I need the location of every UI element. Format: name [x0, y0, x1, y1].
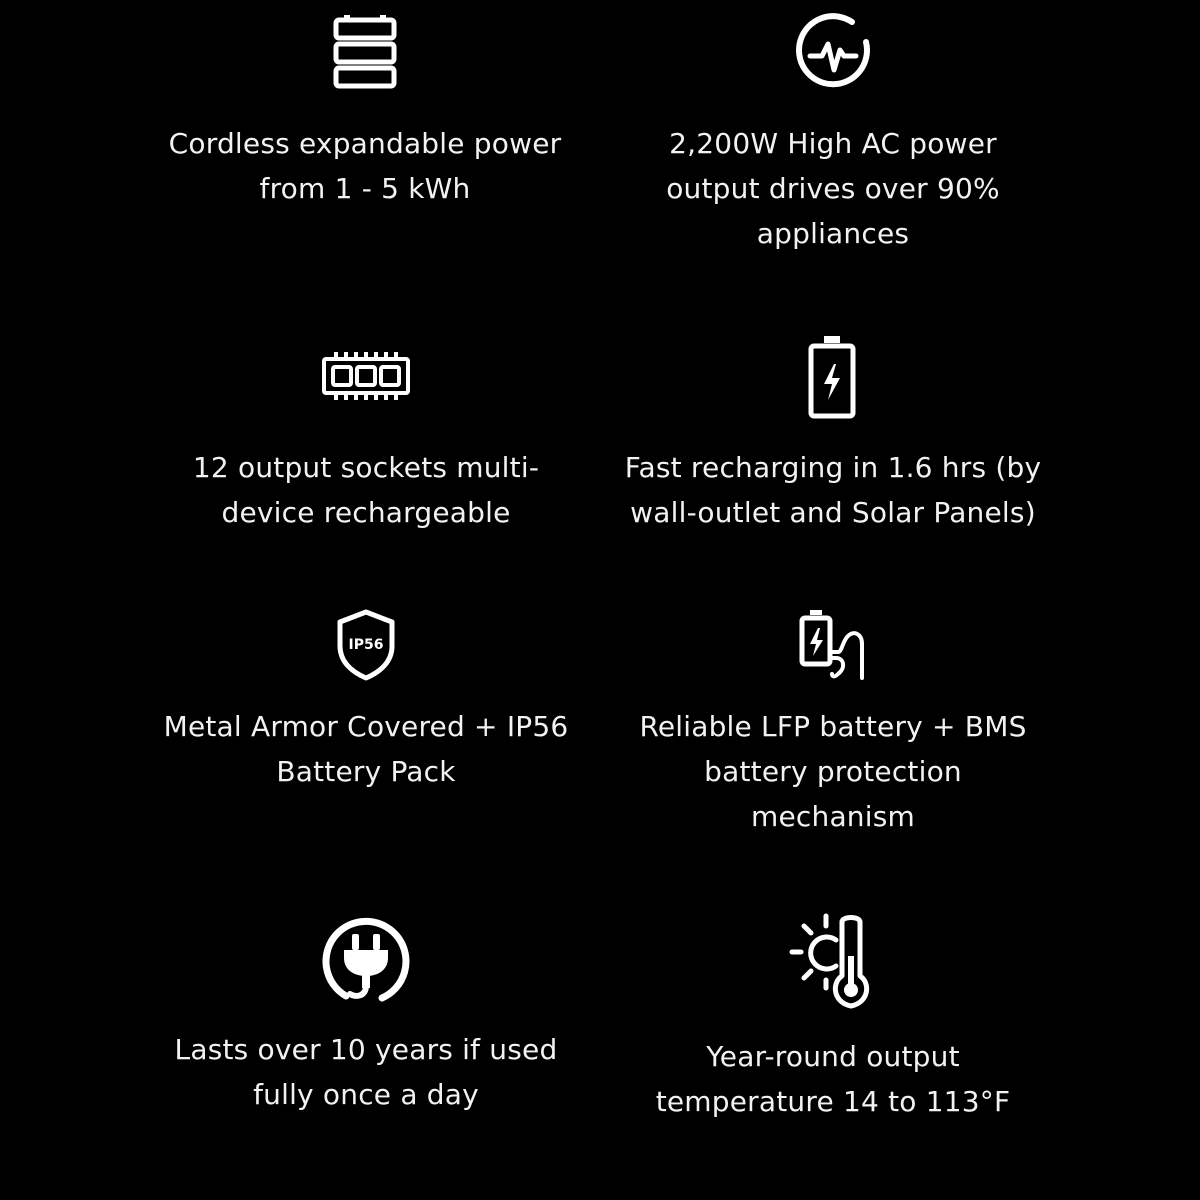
caption-line: wall-outlet and Solar Panels)	[630, 496, 1036, 529]
caption-line: Metal Armor Covered + IP56	[163, 710, 569, 743]
caption-line: Lasts over 10 years if used	[174, 1033, 558, 1066]
feature-caption	[126, 1027, 606, 1117]
caption-line: mechanism	[751, 800, 915, 833]
sun-thermometer-icon	[786, 912, 882, 1012]
feature-caption	[593, 1034, 1073, 1124]
caption-line: from 1 - 5 kWh	[259, 172, 471, 205]
caption-line: fully once a day	[253, 1078, 479, 1111]
power-pulse-icon	[790, 12, 876, 94]
feature-caption	[593, 704, 1073, 839]
caption-line: Fast recharging in 1.6 hrs (by	[624, 451, 1042, 484]
caption-line: appliances	[756, 217, 910, 250]
caption-line: Battery Pack	[276, 755, 456, 788]
lfp-battery-cable-icon	[798, 608, 870, 682]
battery-stack-icon	[330, 14, 400, 90]
caption-line: Cordless expandable power	[168, 127, 562, 160]
feature-caption	[593, 121, 1073, 256]
caption-line: Reliable LFP battery + BMS	[639, 710, 1027, 743]
caption-line: device rechargeable	[221, 496, 511, 529]
caption-line: temperature 14 to 113°F	[655, 1085, 1011, 1118]
caption-line: battery protection	[704, 755, 962, 788]
output-sockets-icon	[320, 350, 412, 402]
fast-charge-battery-icon	[806, 334, 858, 420]
ip56-label: IP56	[348, 637, 384, 653]
feature-caption	[126, 445, 606, 535]
caption-line: output drives over 90%	[666, 172, 1000, 205]
feature-caption	[125, 121, 605, 211]
caption-line: 12 output sockets multi-	[192, 451, 540, 484]
feature-caption	[593, 445, 1073, 535]
feature-caption	[126, 704, 606, 794]
plug-circle-icon	[318, 914, 414, 1006]
ip56-shield-icon	[334, 608, 398, 682]
caption-line: Year-round output	[706, 1040, 960, 1073]
caption-line: 2,200W High AC power	[669, 127, 997, 160]
